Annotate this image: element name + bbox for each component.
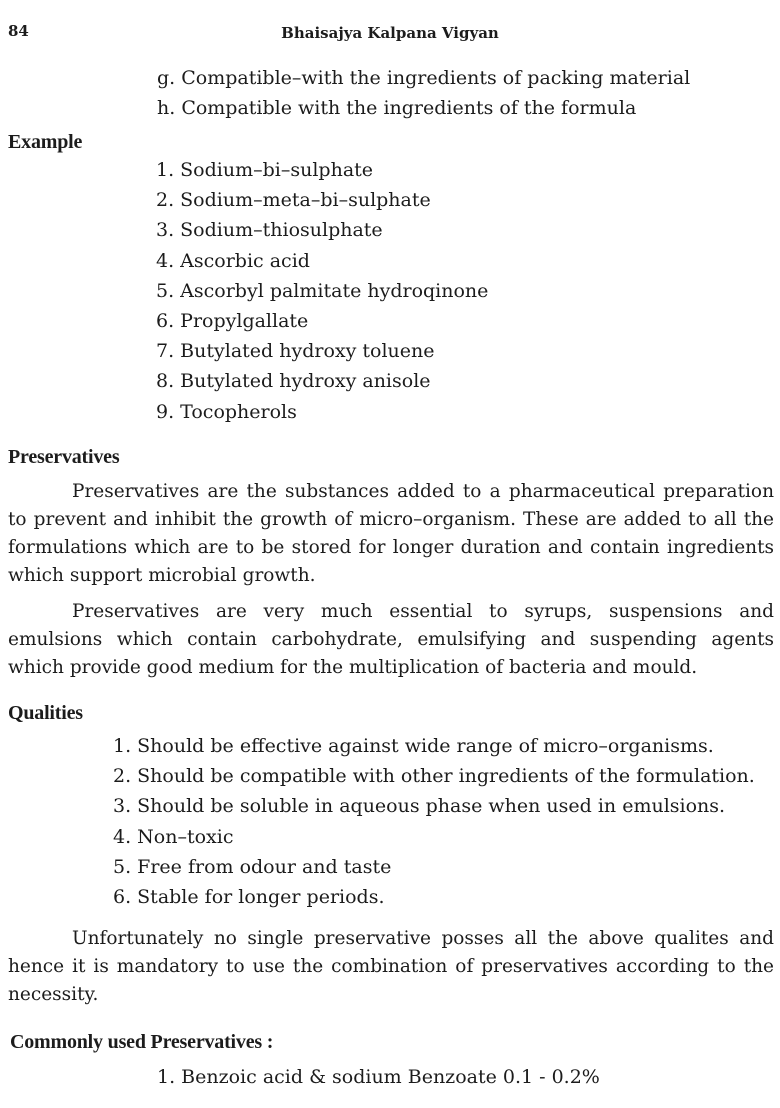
section-heading-common-preservatives: Commonly used Preservatives : [10,1031,274,1053]
page-header [0,22,780,46]
section-heading-qualities: Qualities [8,702,83,724]
example-list [156,155,488,427]
qualities-list [113,731,755,912]
section-heading-preservatives: Preservatives [8,446,120,468]
list-item: 2. Sodium–meta–bi–sulphate [156,189,431,212]
list-item: 1. Benzoic acid & sodium Benzoate 0.1 - 0.2% [157,1066,600,1088]
paragraph [8,598,774,682]
list-item: 3. Should be soluble in aqueous phase when used in emulsions. [113,795,726,818]
list-item: 5. Ascorbyl palmitate hydroqinone [156,279,489,302]
running-title: Bhaisajya Kalpana Vigyan [281,24,499,42]
paragraph-text: Unfortunately no single preservative posses all the above qualites and hence it is mandatory to use the combination of preservatives according to the necessity. [8,928,774,1005]
intro-list [157,63,690,123]
list-item: 1. Should be effective against wide range of micro–organisms. [113,735,714,757]
list-item: 3. Sodium–thiosulphate [156,219,383,242]
list-item: 9. Tocopherols [156,400,297,423]
list-item: 1. Sodium–bi–sulphate [156,159,374,181]
list-item: 8. Butylated hydroxy anisole [156,370,431,393]
paragraph-text: Preservatives are the substances added to a pharmaceutical preparation to prevent and inhibit the growth of micro–organism. These are added to all the formulations which are to be stored for longer duration and contain ingredients which support microbial growth. [8,481,774,586]
common-preservatives-list [157,1062,600,1092]
paragraph [8,478,774,590]
list-item: 4. Ascorbic acid [156,249,310,272]
paragraph [8,925,774,1009]
list-item: 7. Butylated hydroxy toluene [156,340,435,363]
list-item: 4. Non–toxic [113,825,234,848]
list-item: 6. Stable for longer periods. [113,886,385,909]
page-number: 84 [8,22,29,40]
list-item: 5. Free from odour and taste [113,855,392,878]
list-item: 6. Propylgallate [156,310,309,333]
paragraph-text: Preservatives are very much essential to syrups, suspensions and emulsions which contain carbohydrate, emulsifying and suspending agents which provide good medium for the multiplication of bacteria and mould. [8,601,774,678]
list-item: 2. Should be compatible with other ingredients of the formulation. [113,765,755,788]
list-item: h. Compatible with the ingredients of the formula [157,97,637,119]
list-item: g. Compatible–with the ingredients of packing material [157,67,691,89]
section-heading-example: Example [8,131,83,153]
